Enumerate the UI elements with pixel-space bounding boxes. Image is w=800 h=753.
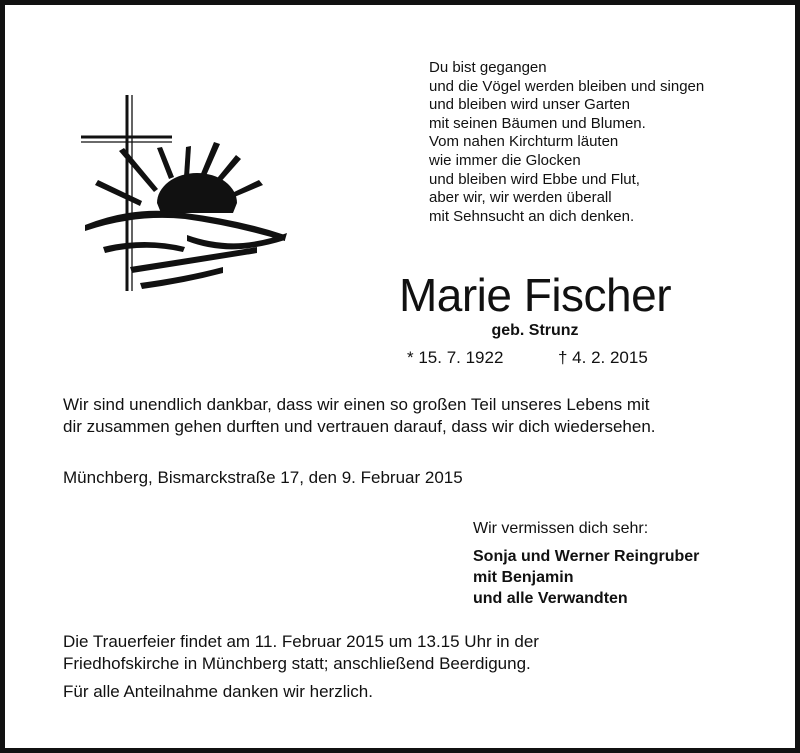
death-date: † 4. 2. 2015: [558, 348, 648, 367]
mourner-name: Sonja und Werner Reingruber: [473, 548, 700, 565]
place-date: Münchberg, Bismarckstraße 17, den 9. Februar 2015: [63, 468, 463, 487]
thanks-line: dir zusammen gehen durften und vertrauen darauf, dass wir dich wiedersehen.: [63, 417, 656, 436]
birth-name: geb. Strunz: [491, 322, 579, 339]
poem-line: und bleiben wird Ebbe und Flut,: [429, 170, 640, 188]
deceased-name: Marie Fischer: [398, 269, 672, 321]
poem-line: und bleiben wird unser Garten: [429, 96, 630, 114]
poem-line: wie immer die Glocken: [429, 151, 581, 169]
thanks-line: Wir sind unendlich dankbar, dass wir einen so großen Teil unseres Lebens mit: [63, 395, 650, 414]
poem-line: mit seinen Bäumen und Blumen.: [429, 114, 646, 132]
poem-line: Du bist gegangen: [429, 59, 547, 76]
mourner-name: und alle Verwandten: [473, 590, 628, 607]
poem-line: und die Vögel werden bleiben und singen: [429, 77, 705, 95]
poem: [429, 59, 789, 226]
poem-line: aber wir, wir werden überall: [429, 189, 612, 207]
funeral-info: [63, 631, 763, 675]
closing-thanks: Für alle Anteilnahme danken wir herzlich.: [63, 682, 373, 701]
funeral-line: Friedhofskirche in Münchberg statt; anschließend Beerdigung.: [63, 654, 531, 673]
mourners-intro: Wir vermissen dich sehr:: [473, 520, 649, 537]
poem-line: Vom nahen Kirchturm läuten: [429, 133, 619, 151]
cross-sunrise-icon: [75, 85, 295, 300]
thanks-paragraph: [63, 394, 763, 438]
birth-date: * 15. 7. 1922: [407, 348, 504, 367]
mourners-block: [473, 518, 773, 609]
funeral-line: Die Trauerfeier findet am 11. Februar 2015 um 13.15 Uhr in der: [63, 632, 539, 651]
poem-line: mit Sehnsucht an dich denken.: [429, 207, 635, 225]
mourner-name: mit Benjamin: [473, 569, 574, 586]
